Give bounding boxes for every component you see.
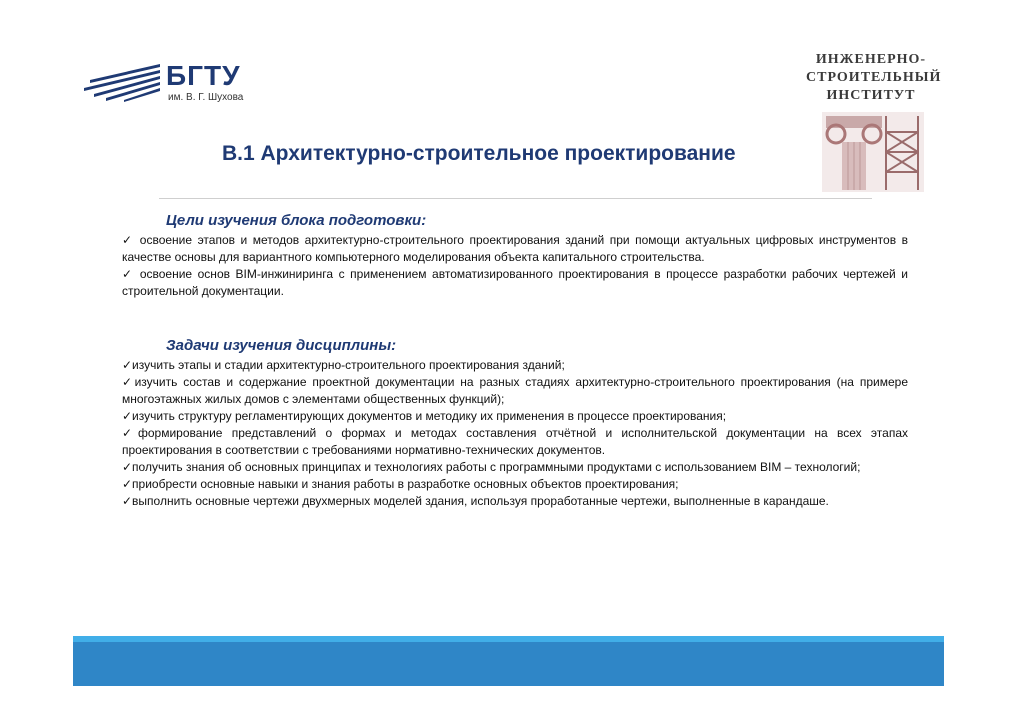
bgtu-brand-text: БГТУ <box>166 60 241 91</box>
list-item: ✓получить знания об основных принципах и технологиях работы с программными продуктами с использованием BIM – технологий; <box>122 460 861 474</box>
footer-bar <box>73 636 944 686</box>
section-heading-tasks: Задачи изучения дисциплины: <box>166 337 397 354</box>
list-item: ✓изучить этапы и стадии архитектурно-строительного проектирования зданий; <box>122 358 565 372</box>
list-item: ✓выполнить основные чертежи двухмерных моделей здания, используя проработанные чертежи, выполненные в карандаше. <box>122 494 829 508</box>
list-item: ✓изучить структуру регламентирующих документов и методику их применения в процессе проектирования; <box>122 409 727 423</box>
institute-logo-line2: СТРОИТЕЛЬНЫЙ <box>806 70 942 85</box>
list-item: ✓формирование представлений о формах и методах составления отчётной и исполнительской документации на всех этапах проектирования в соответствии с требованиями нормативно-технических документов. <box>122 426 908 457</box>
bgtu-stripes-logo-mark <box>84 58 164 102</box>
list-item: ✓ освоение основ BIM-инжиниринга с применением автоматизированного проектирования в процессе разработки рабочих чертежей и строительной документации. <box>122 267 908 298</box>
page-title: В.1 Архитектурно-строительное проектирование <box>222 142 736 165</box>
list-item: ✓приобрести основные навыки и знания работы в разработке основных объектов проектирования; <box>122 477 679 491</box>
title-divider <box>159 198 872 199</box>
institute-logo-line1: ИНЖЕНЕРНО- <box>815 52 927 67</box>
goals-list <box>122 232 908 300</box>
institute-logo-line3: ИНСТИТУТ <box>826 88 916 103</box>
section-heading-goals: Цели изучения блока подготовки: <box>166 212 427 229</box>
footer-top-strip <box>73 636 944 642</box>
bgtu-logo <box>84 58 264 108</box>
bgtu-subtitle: им. В. Г. Шухова <box>168 92 244 103</box>
tasks-list <box>122 357 908 510</box>
ionic-column-icon <box>822 112 924 192</box>
list-item: ✓изучить состав и содержание проектной документации на разных стадиях архитектурно-строительного проектирования (на примере многоэтажных жилых домов с элементами общественных функций); <box>122 375 908 406</box>
list-item: ✓ освоение этапов и методов архитектурно-строительного проектирования зданий при помощи актуальных цифровых инструментов в качестве основы для вариантного компьютерного моделирования объекта капитального строительства. <box>122 233 908 264</box>
institute-logo <box>806 50 942 195</box>
